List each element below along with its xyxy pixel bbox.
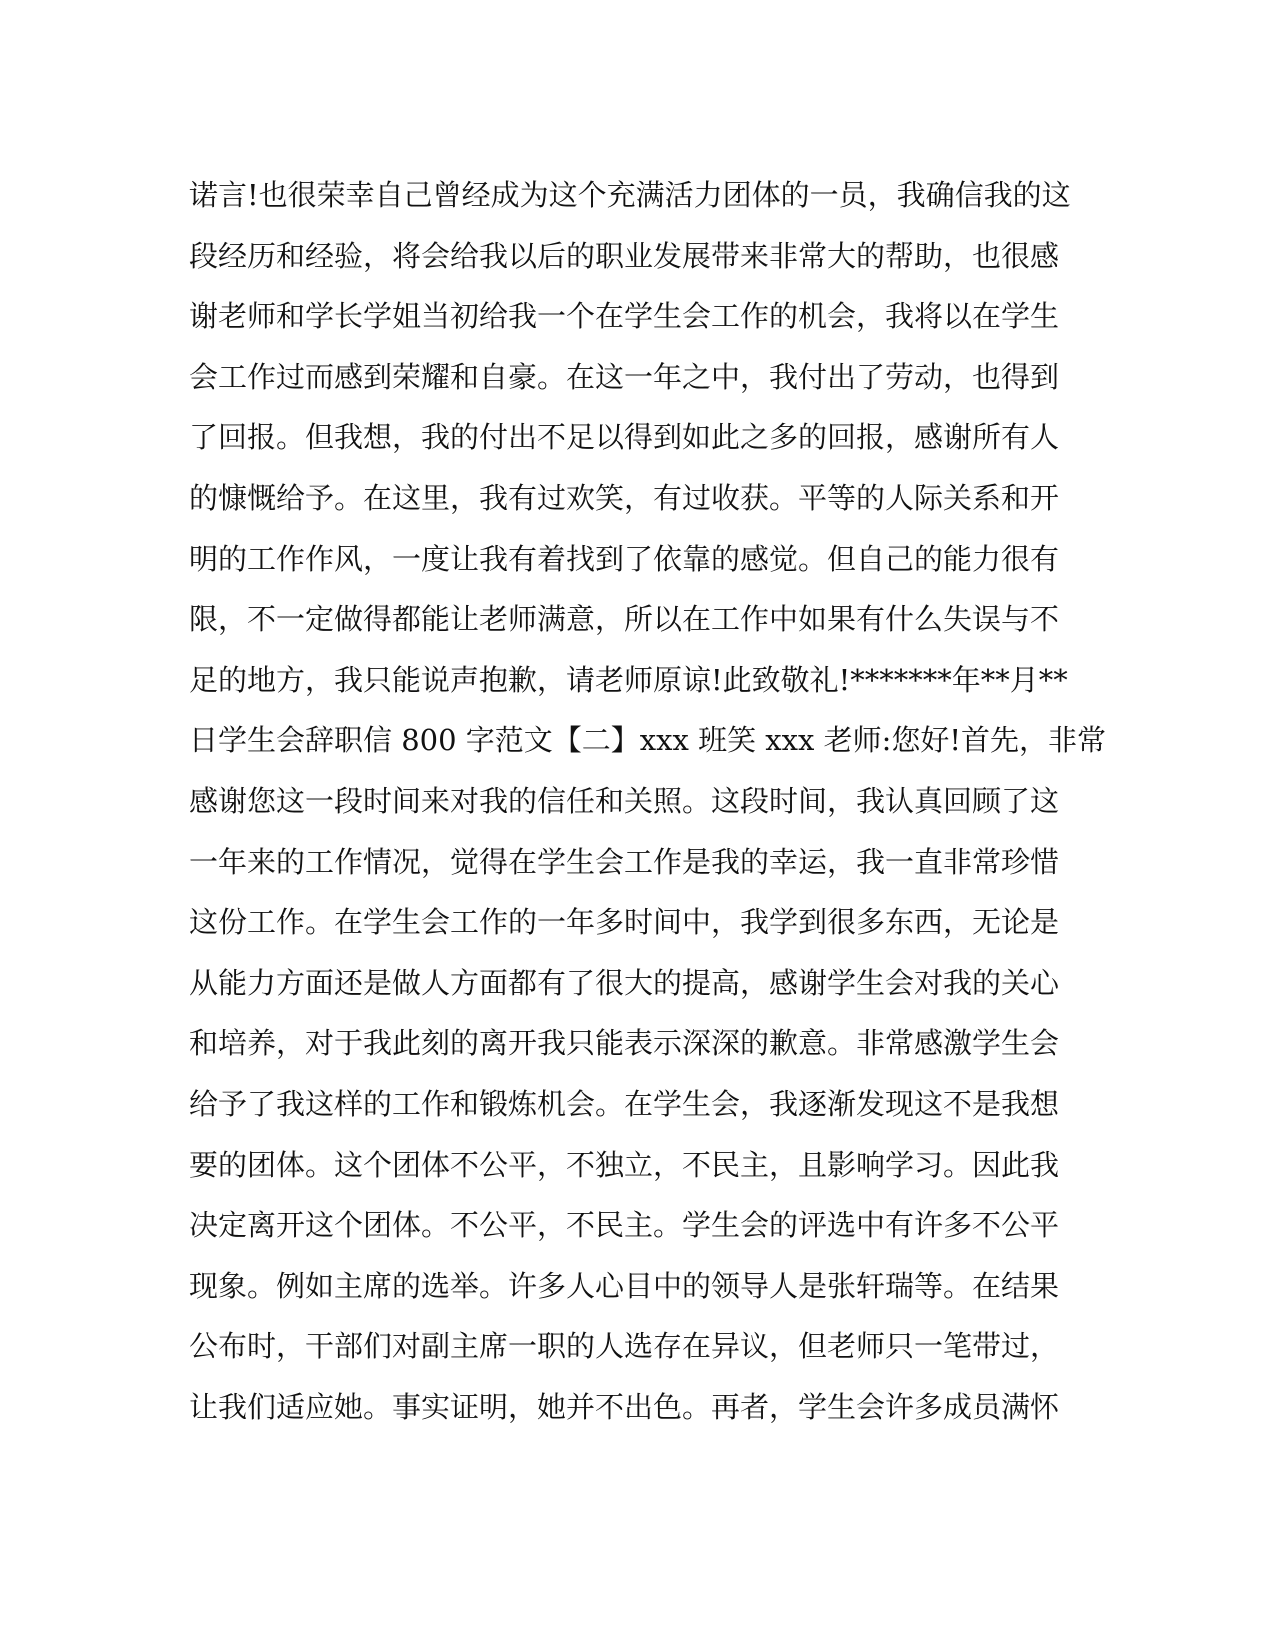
text-line: 日学生会辞职信 800 字范文【二】xxx 班笑 xxx 老师:您好!首先，非常 — [189, 723, 1106, 758]
text-line: 一年来的工作情况，觉得在学生会工作是我的幸运，我一直非常珍惜 — [189, 844, 1060, 879]
text-line: 这份工作。在学生会工作的一年多时间中，我学到很多东西，无论是 — [189, 905, 1060, 940]
text-line: 明的工作作风，一度让我有着找到了依靠的感觉。但自己的能力很有 — [189, 541, 1060, 576]
text-line: 公布时，干部们对副主席一职的人选存在异议，但老师只一笔带过， — [189, 1329, 1060, 1364]
text-line: 和培养，对于我此刻的离开我只能表示深深的歉意。非常感激学生会 — [189, 1026, 1060, 1061]
text-line: 会工作过而感到荣耀和自豪。在这一年之中，我付出了劳动，也得到 — [189, 359, 1060, 394]
text-line: 段经历和经验，将会给我以后的职业发展带来非常大的帮助，也很感 — [189, 238, 1060, 273]
text-line: 了回报。但我想，我的付出不足以得到如此之多的回报，感谢所有人 — [189, 420, 1060, 455]
text-line: 决定离开这个团体。不公平，不民主。学生会的评选中有许多不公平 — [189, 1208, 1060, 1243]
text-line: 从能力方面还是做人方面都有了很大的提高，感谢学生会对我的关心 — [189, 965, 1060, 1000]
text-line: 给予了我这样的工作和锻炼机会。在学生会，我逐渐发现这不是我想 — [189, 1086, 1060, 1121]
text-line: 诺言!也很荣幸自己曾经成为这个充满活力团体的一员，我确信我的这 — [189, 178, 1071, 212]
text-line: 让我们适应她。事实证明，她并不出色。再者，学生会许多成员满怀 — [189, 1389, 1060, 1424]
text-line: 足的地方，我只能说声抱歉，请老师原谅!此致敬礼!*******年**月** — [189, 662, 1068, 697]
text-line: 谢老师和学长学姐当初给我一个在学生会工作的机会，我将以在学生 — [189, 299, 1060, 334]
text-line: 现象。例如主席的选举。许多人心目中的领导人是张轩瑞等。在结果 — [189, 1268, 1060, 1303]
text-line: 的慷慨给予。在这里，我有过欢笑，有过收获。平等的人际关系和开 — [189, 480, 1060, 515]
text-line: 限，不一定做得都能让老师满意，所以在工作中如果有什么失误与不 — [189, 602, 1060, 637]
letter-body — [189, 165, 1106, 1437]
text-line: 要的团体。这个团体不公平，不独立，不民主，且影响学习。因此我 — [189, 1147, 1060, 1182]
text-line: 感谢您这一段时间来对我的信任和关照。这段时间，我认真回顾了这 — [189, 783, 1060, 818]
